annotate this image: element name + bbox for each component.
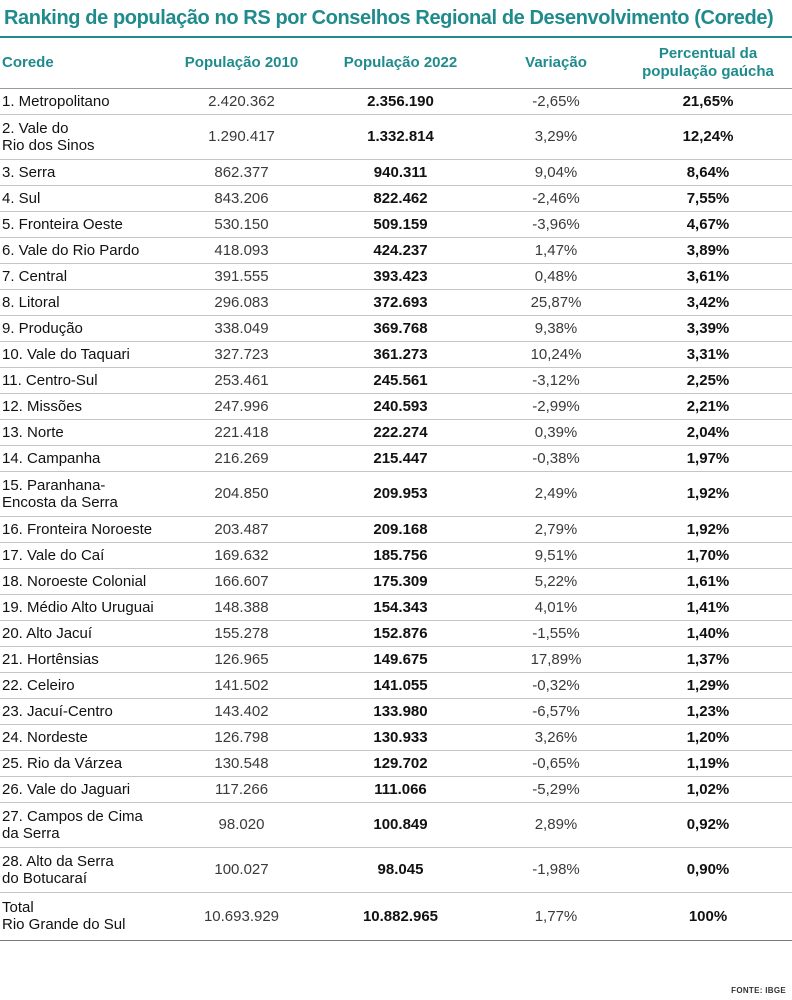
corede-name-cell: 11. Centro-Sul bbox=[0, 367, 170, 393]
corede-name-cell: 22. Celeiro bbox=[0, 672, 170, 698]
percentage-cell: 1,02% bbox=[624, 776, 792, 802]
percentage-cell: 1,70% bbox=[624, 542, 792, 568]
population-2022-cell: 240.593 bbox=[313, 393, 488, 419]
population-2010-cell: 10.693.929 bbox=[170, 892, 313, 940]
corede-name-cell: 6. Vale do Rio Pardo bbox=[0, 237, 170, 263]
variation-cell: 10,24% bbox=[488, 341, 624, 367]
population-2022-cell: 100.849 bbox=[313, 802, 488, 847]
percentage-cell: 1,29% bbox=[624, 672, 792, 698]
percentage-cell: 4,67% bbox=[624, 211, 792, 237]
percentage-cell: 1,92% bbox=[624, 516, 792, 542]
percentage-cell: 1,41% bbox=[624, 594, 792, 620]
percentage-cell: 3,39% bbox=[624, 315, 792, 341]
percentage-cell: 2,21% bbox=[624, 393, 792, 419]
population-2010-cell: 862.377 bbox=[170, 159, 313, 185]
population-2010-cell: 126.965 bbox=[170, 646, 313, 672]
population-2010-cell: 530.150 bbox=[170, 211, 313, 237]
corede-name-cell: 17. Vale do Caí bbox=[0, 542, 170, 568]
population-2010-cell: 126.798 bbox=[170, 724, 313, 750]
population-2010-cell: 1.290.417 bbox=[170, 114, 313, 159]
table-row bbox=[0, 237, 792, 263]
corede-name-cell: 26. Vale do Jaguari bbox=[0, 776, 170, 802]
corede-name-cell: 16. Fronteira Noroeste bbox=[0, 516, 170, 542]
percentage-cell: 1,40% bbox=[624, 620, 792, 646]
variation-cell: 0,39% bbox=[488, 419, 624, 445]
table-row bbox=[0, 620, 792, 646]
population-2022-cell: 152.876 bbox=[313, 620, 488, 646]
population-2022-cell: 822.462 bbox=[313, 185, 488, 211]
percentage-cell: 1,23% bbox=[624, 698, 792, 724]
variation-cell: 0,48% bbox=[488, 263, 624, 289]
variation-cell: 1,47% bbox=[488, 237, 624, 263]
population-2022-cell: 209.953 bbox=[313, 471, 488, 516]
population-2010-cell: 141.502 bbox=[170, 672, 313, 698]
table-row bbox=[0, 315, 792, 341]
percentage-cell: 0,92% bbox=[624, 802, 792, 847]
population-2010-cell: 98.020 bbox=[170, 802, 313, 847]
total-row bbox=[0, 892, 792, 940]
variation-cell: 9,38% bbox=[488, 315, 624, 341]
percentage-cell: 1,19% bbox=[624, 750, 792, 776]
corede-name-cell: 3. Serra bbox=[0, 159, 170, 185]
corede-name-cell: 28. Alto da Serra do Botucaraí bbox=[0, 847, 170, 892]
table-row bbox=[0, 289, 792, 315]
population-2022-cell: 10.882.965 bbox=[313, 892, 488, 940]
population-2022-cell: 372.693 bbox=[313, 289, 488, 315]
corede-name-cell: 1. Metropolitano bbox=[0, 88, 170, 114]
population-2022-cell: 369.768 bbox=[313, 315, 488, 341]
percentage-cell: 2,04% bbox=[624, 419, 792, 445]
percentage-cell: 3,61% bbox=[624, 263, 792, 289]
population-2022-cell: 424.237 bbox=[313, 237, 488, 263]
population-2010-cell: 148.388 bbox=[170, 594, 313, 620]
table-row bbox=[0, 445, 792, 471]
population-2022-cell: 245.561 bbox=[313, 367, 488, 393]
table-row bbox=[0, 594, 792, 620]
table-row bbox=[0, 646, 792, 672]
corede-name-cell: 7. Central bbox=[0, 263, 170, 289]
population-2010-cell: 117.266 bbox=[170, 776, 313, 802]
table-row bbox=[0, 516, 792, 542]
population-2022-cell: 130.933 bbox=[313, 724, 488, 750]
population-2010-cell: 143.402 bbox=[170, 698, 313, 724]
corede-name-cell: 13. Norte bbox=[0, 419, 170, 445]
percentage-cell: 3,89% bbox=[624, 237, 792, 263]
table-row bbox=[0, 88, 792, 114]
table-row bbox=[0, 263, 792, 289]
variation-cell: -1,55% bbox=[488, 620, 624, 646]
population-2022-cell: 154.343 bbox=[313, 594, 488, 620]
percentage-cell: 3,42% bbox=[624, 289, 792, 315]
variation-cell: -0,32% bbox=[488, 672, 624, 698]
population-2010-cell: 253.461 bbox=[170, 367, 313, 393]
corede-name-cell: 19. Médio Alto Uruguai bbox=[0, 594, 170, 620]
percentage-cell: 1,20% bbox=[624, 724, 792, 750]
percentage-cell: 3,31% bbox=[624, 341, 792, 367]
population-table bbox=[0, 38, 792, 941]
population-2022-cell: 133.980 bbox=[313, 698, 488, 724]
table-row bbox=[0, 419, 792, 445]
variation-cell: 2,79% bbox=[488, 516, 624, 542]
corede-name-cell: Total Rio Grande do Sul bbox=[0, 892, 170, 940]
variation-cell: -2,99% bbox=[488, 393, 624, 419]
column-header-pop-2022: População 2022 bbox=[313, 38, 488, 88]
corede-name-cell: 18. Noroeste Colonial bbox=[0, 568, 170, 594]
population-2010-cell: 327.723 bbox=[170, 341, 313, 367]
population-2022-cell: 2.356.190 bbox=[313, 88, 488, 114]
population-2022-cell: 393.423 bbox=[313, 263, 488, 289]
table-row bbox=[0, 211, 792, 237]
population-2022-cell: 141.055 bbox=[313, 672, 488, 698]
population-2022-cell: 215.447 bbox=[313, 445, 488, 471]
population-2010-cell: 247.996 bbox=[170, 393, 313, 419]
population-2010-cell: 391.555 bbox=[170, 263, 313, 289]
population-2010-cell: 204.850 bbox=[170, 471, 313, 516]
variation-cell: 17,89% bbox=[488, 646, 624, 672]
percentage-cell: 2,25% bbox=[624, 367, 792, 393]
corede-name-cell: 23. Jacuí-Centro bbox=[0, 698, 170, 724]
variation-cell: 3,26% bbox=[488, 724, 624, 750]
variation-cell: 2,49% bbox=[488, 471, 624, 516]
table-row bbox=[0, 471, 792, 516]
population-2010-cell: 203.487 bbox=[170, 516, 313, 542]
population-2010-cell: 169.632 bbox=[170, 542, 313, 568]
variation-cell: 1,77% bbox=[488, 892, 624, 940]
variation-cell: -0,65% bbox=[488, 750, 624, 776]
variation-cell: 9,04% bbox=[488, 159, 624, 185]
variation-cell: -1,98% bbox=[488, 847, 624, 892]
variation-cell: -6,57% bbox=[488, 698, 624, 724]
population-2010-cell: 296.083 bbox=[170, 289, 313, 315]
header-row bbox=[0, 38, 792, 88]
variation-cell: 2,89% bbox=[488, 802, 624, 847]
table-row bbox=[0, 185, 792, 211]
table-row bbox=[0, 159, 792, 185]
population-2022-cell: 209.168 bbox=[313, 516, 488, 542]
variation-cell: -3,12% bbox=[488, 367, 624, 393]
population-2022-cell: 111.066 bbox=[313, 776, 488, 802]
population-2010-cell: 338.049 bbox=[170, 315, 313, 341]
population-2022-cell: 222.274 bbox=[313, 419, 488, 445]
variation-cell: -2,46% bbox=[488, 185, 624, 211]
percentage-cell: 1,97% bbox=[624, 445, 792, 471]
variation-cell: -3,96% bbox=[488, 211, 624, 237]
variation-cell: 9,51% bbox=[488, 542, 624, 568]
table-row bbox=[0, 698, 792, 724]
percentage-cell: 21,65% bbox=[624, 88, 792, 114]
variation-cell: -2,65% bbox=[488, 88, 624, 114]
population-2022-cell: 185.756 bbox=[313, 542, 488, 568]
table-row bbox=[0, 847, 792, 892]
table-row bbox=[0, 672, 792, 698]
corede-name-cell: 4. Sul bbox=[0, 185, 170, 211]
population-2010-cell: 221.418 bbox=[170, 419, 313, 445]
population-2022-cell: 98.045 bbox=[313, 847, 488, 892]
column-header-percentual: Percentual da população gaúcha bbox=[624, 38, 792, 88]
variation-cell: 5,22% bbox=[488, 568, 624, 594]
population-2010-cell: 418.093 bbox=[170, 237, 313, 263]
population-2010-cell: 216.269 bbox=[170, 445, 313, 471]
population-2010-cell: 100.027 bbox=[170, 847, 313, 892]
column-header-variacao: Variação bbox=[488, 38, 624, 88]
population-2022-cell: 149.675 bbox=[313, 646, 488, 672]
corede-name-cell: 20. Alto Jacuí bbox=[0, 620, 170, 646]
population-2010-cell: 166.607 bbox=[170, 568, 313, 594]
percentage-cell: 1,37% bbox=[624, 646, 792, 672]
corede-name-cell: 9. Produção bbox=[0, 315, 170, 341]
population-2022-cell: 509.159 bbox=[313, 211, 488, 237]
corede-name-cell: 14. Campanha bbox=[0, 445, 170, 471]
table-row bbox=[0, 724, 792, 750]
variation-cell: -0,38% bbox=[488, 445, 624, 471]
corede-name-cell: 27. Campos de Cima da Serra bbox=[0, 802, 170, 847]
corede-name-cell: 8. Litoral bbox=[0, 289, 170, 315]
table-row bbox=[0, 393, 792, 419]
chart-title: Ranking de população no RS por Conselhos Regional de Desenvolvimento (Corede) bbox=[4, 7, 774, 29]
table-body bbox=[0, 88, 792, 940]
column-header-corede: Corede bbox=[0, 38, 170, 88]
corede-name-cell: 25. Rio da Várzea bbox=[0, 750, 170, 776]
corede-name-cell: 5. Fronteira Oeste bbox=[0, 211, 170, 237]
variation-cell: 3,29% bbox=[488, 114, 624, 159]
population-2010-cell: 843.206 bbox=[170, 185, 313, 211]
corede-name-cell: 10. Vale do Taquari bbox=[0, 341, 170, 367]
percentage-cell: 8,64% bbox=[624, 159, 792, 185]
population-2010-cell: 155.278 bbox=[170, 620, 313, 646]
percentage-cell: 7,55% bbox=[624, 185, 792, 211]
population-2010-cell: 130.548 bbox=[170, 750, 313, 776]
percentage-cell: 1,61% bbox=[624, 568, 792, 594]
percentage-cell: 0,90% bbox=[624, 847, 792, 892]
table-row bbox=[0, 776, 792, 802]
variation-cell: 4,01% bbox=[488, 594, 624, 620]
population-2022-cell: 1.332.814 bbox=[313, 114, 488, 159]
source-credit: FONTE: IBGE bbox=[731, 986, 786, 995]
table-row bbox=[0, 367, 792, 393]
population-2022-cell: 175.309 bbox=[313, 568, 488, 594]
table-row bbox=[0, 341, 792, 367]
table-row bbox=[0, 114, 792, 159]
variation-cell: -5,29% bbox=[488, 776, 624, 802]
corede-name-cell: 12. Missões bbox=[0, 393, 170, 419]
corede-name-cell: 2. Vale do Rio dos Sinos bbox=[0, 114, 170, 159]
table-row bbox=[0, 568, 792, 594]
population-2022-cell: 940.311 bbox=[313, 159, 488, 185]
percentage-cell: 100% bbox=[624, 892, 792, 940]
table-row bbox=[0, 750, 792, 776]
corede-name-cell: 24. Nordeste bbox=[0, 724, 170, 750]
population-2022-cell: 361.273 bbox=[313, 341, 488, 367]
corede-name-cell: 21. Hortênsias bbox=[0, 646, 170, 672]
variation-cell: 25,87% bbox=[488, 289, 624, 315]
table-row bbox=[0, 542, 792, 568]
corede-name-cell: 15. Paranhana- Encosta da Serra bbox=[0, 471, 170, 516]
percentage-cell: 1,92% bbox=[624, 471, 792, 516]
population-2010-cell: 2.420.362 bbox=[170, 88, 313, 114]
table-row bbox=[0, 802, 792, 847]
column-header-pop-2010: População 2010 bbox=[170, 38, 313, 88]
population-2022-cell: 129.702 bbox=[313, 750, 488, 776]
percentage-cell: 12,24% bbox=[624, 114, 792, 159]
